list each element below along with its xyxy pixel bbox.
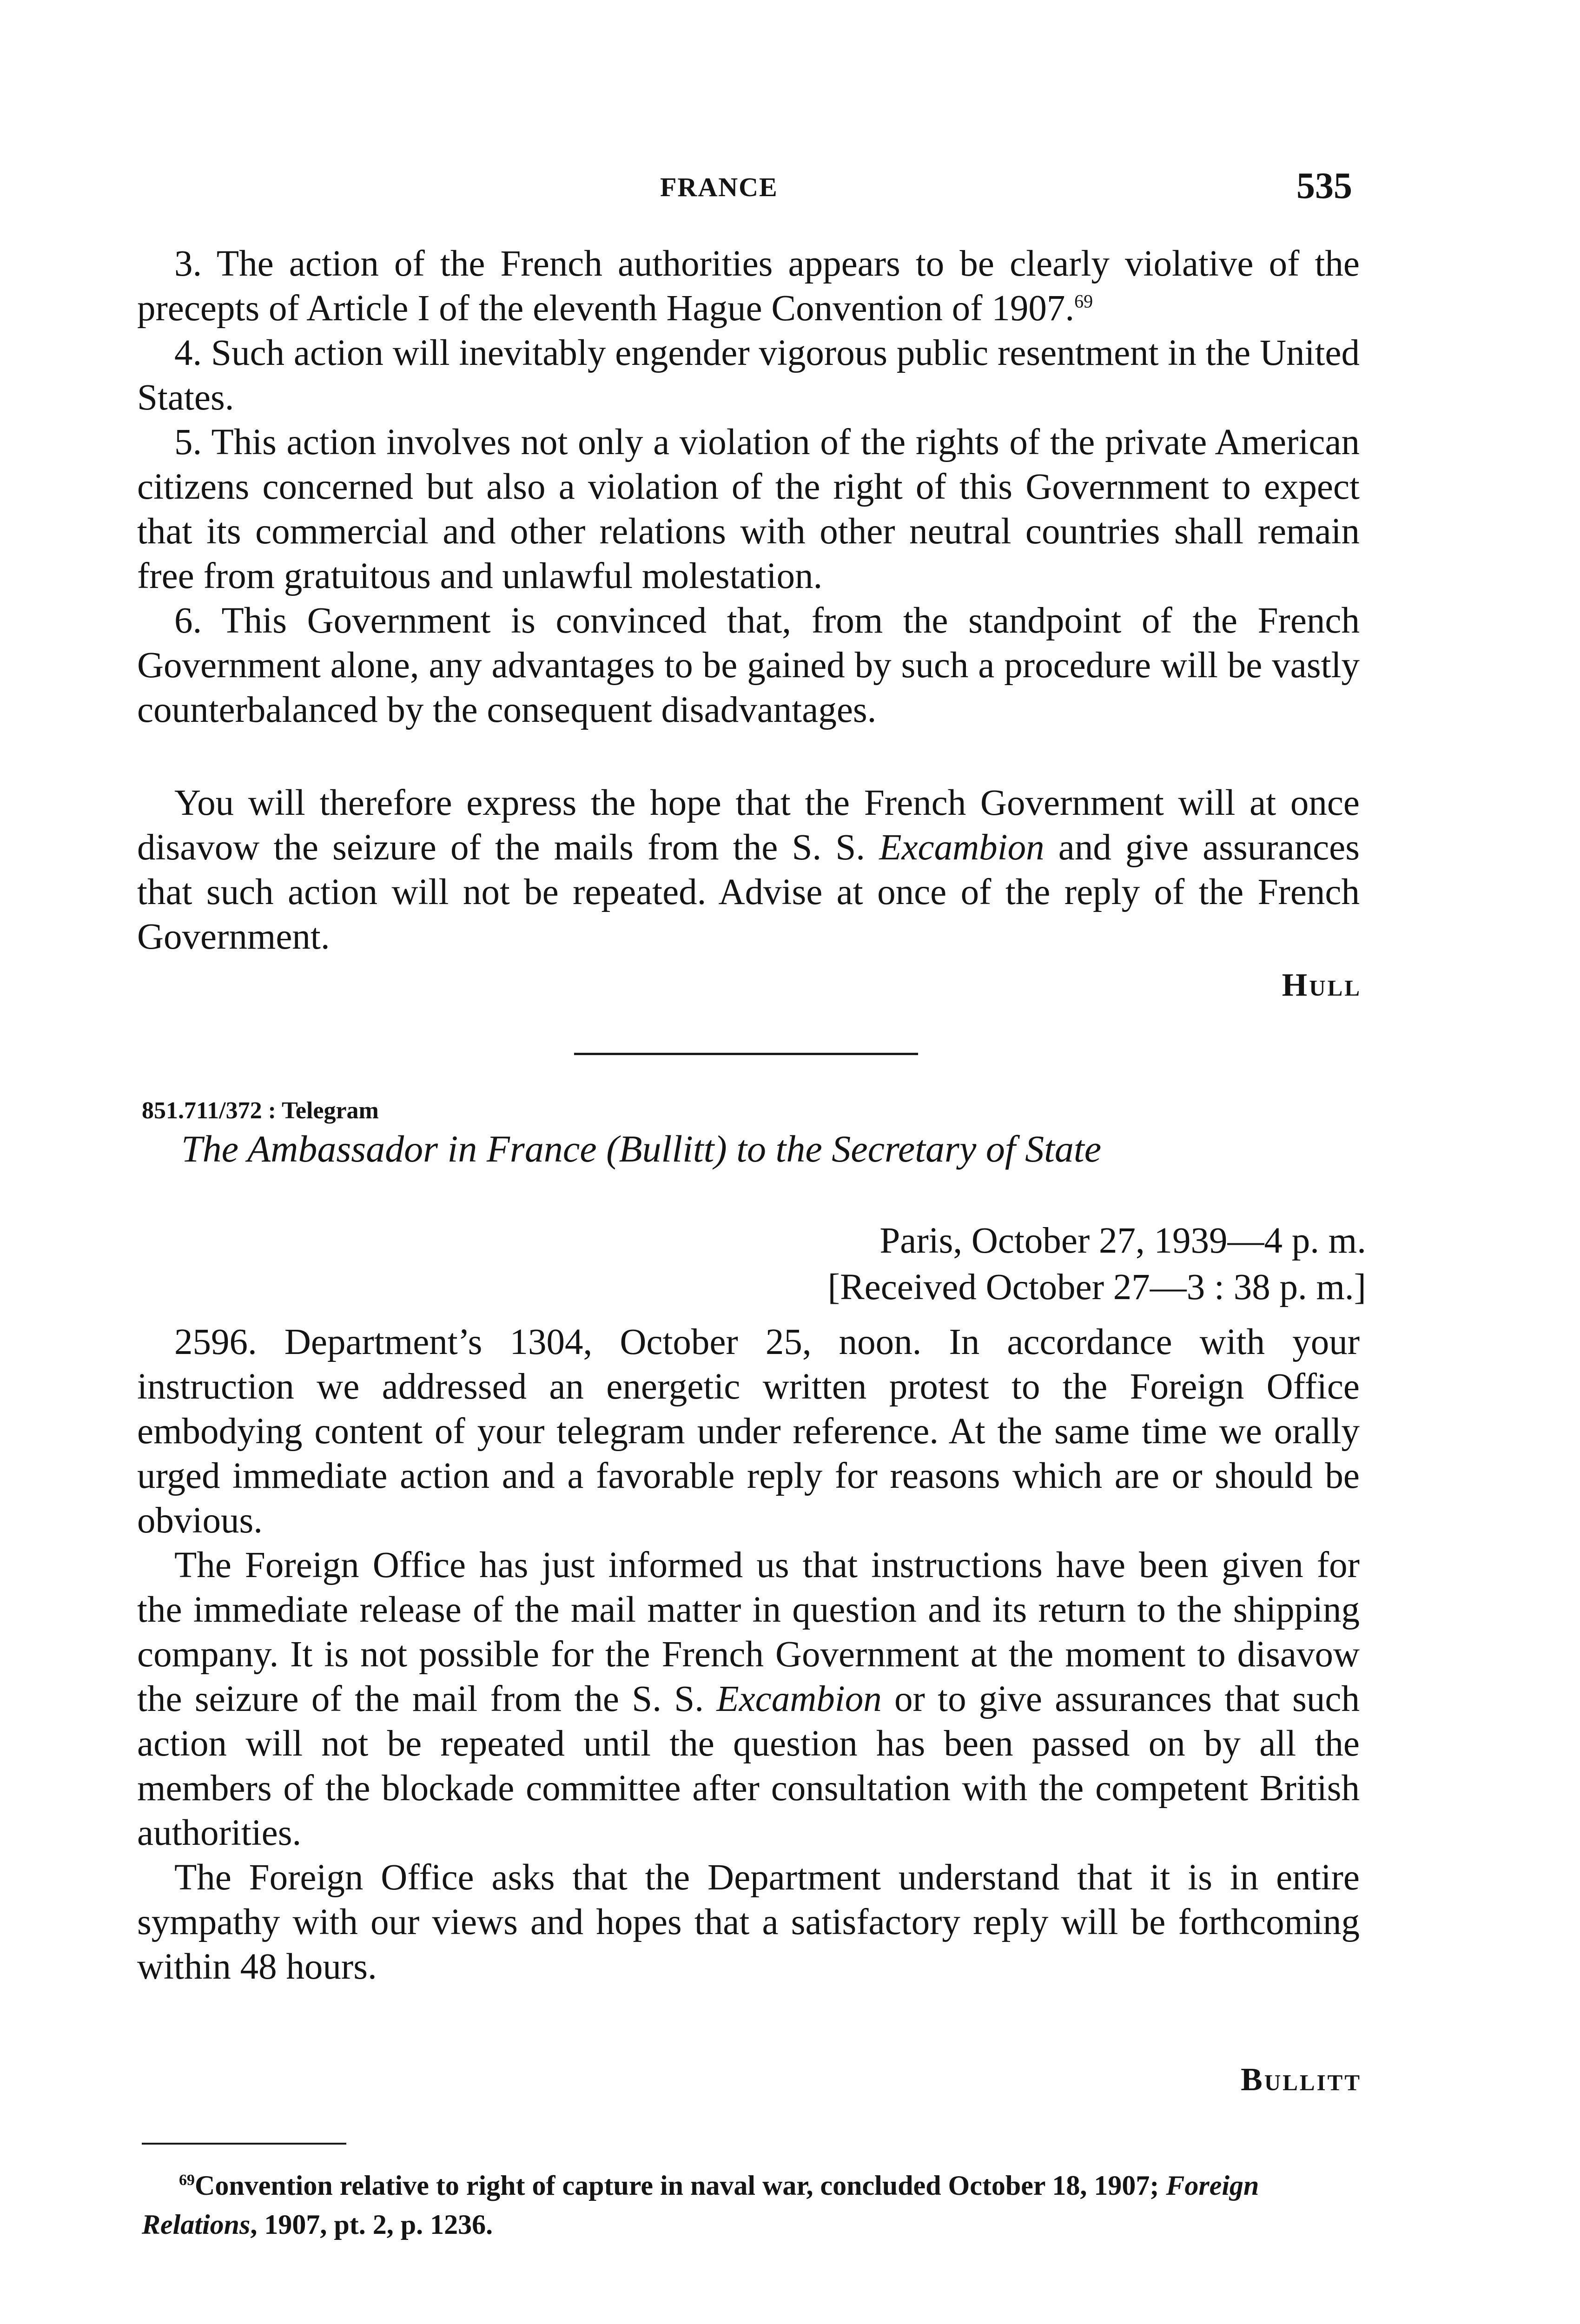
instruction-points xyxy=(137,242,1360,733)
running-head xyxy=(0,165,1580,207)
footnote xyxy=(142,2166,1364,2244)
point-3-text: 3. The action of the French authorities appears to be clearly violative of the precepts of Article I of the eleventh Hague Convention of 1907. xyxy=(137,244,1360,329)
heading-text-1: The Ambassador in France ( xyxy=(181,1128,619,1170)
footnote-marker: 69 xyxy=(179,2172,195,2189)
dateline: Paris, October 27, 1939—4 p. m. xyxy=(879,1221,1366,1261)
paragraph-2-text-2: or to give assurances that such action will not be repeated until the question has been passed on by all the members of the blockade committee after consultation with the competent British authorities. xyxy=(137,1679,1360,1853)
footnote-source: Foreign Relations xyxy=(142,2170,1259,2240)
instruction-closing xyxy=(137,781,1360,959)
telegram-paragraph-1: 2596. Department’s 1304, October 25, noon. In accordance with your instruction we addressed an energetic written protest to the Foreign Office embodying content of your telegram under reference. At the same time we orally urged immediate action and a favorable reply for reasons which are or should be obvious. xyxy=(137,1322,1360,1541)
signature-bullitt: Bullitt xyxy=(1241,2062,1362,2098)
telegram-paragraph-2 xyxy=(137,1543,1360,1855)
received-line: [Received October 27—3 : 38 p. m.] xyxy=(827,1267,1366,1307)
footnote-text: Convention relative to right of capture in naval war, concluded October 18, 1907; xyxy=(195,2170,1166,2201)
point-4: 4. Such action will inevitably engender vigorous public resentment in the United States. xyxy=(137,333,1360,418)
ship-name: Excambion xyxy=(716,1679,882,1719)
footnote-reference: 69 xyxy=(1074,290,1093,312)
point-5: 5. This action involves not only a violation of the rights of the private American citizens concerned but also a violation of the right of this Government to expect that its commercial and other relations with other neutral countries shall remain free from gratuitous and unlawful molestation. xyxy=(137,422,1360,596)
ship-name: Excambion xyxy=(879,827,1045,868)
point-3 xyxy=(137,242,1360,331)
page-number: 535 xyxy=(1296,165,1352,206)
sender-name: Bullitt xyxy=(619,1128,714,1170)
footnote-source-detail: , 1907, pt. 2, p. 1236. xyxy=(250,2209,493,2240)
closing-text-1: You will therefore express the hope that the French Government will at once disavow the seizure of the mails from the S. S. xyxy=(137,783,1360,868)
section-divider xyxy=(574,1053,918,1055)
heading-text-2: ) to the Secretary of State xyxy=(714,1128,1102,1170)
point-6: 6. This Government is convinced that, from the standpoint of the French Government alone, any advantages to be gained by such a procedure will be vastly counterbalanced by the consequent disadvantages. xyxy=(137,601,1360,730)
closing-paragraph xyxy=(137,781,1360,959)
document-heading xyxy=(181,1127,1101,1171)
telegram-paragraph-3: The Foreign Office asks that the Department understand that it is in entire sympathy with our views and hopes that a satisfactory reply will be forthcoming within 48 hours. xyxy=(137,1857,1360,1987)
closing-text-2: and give assurances that such action will not be repeated. Advise at once of the reply of the French Government. xyxy=(137,827,1360,957)
footnote-rule xyxy=(142,2143,346,2145)
footnote-69 xyxy=(142,2166,1364,2244)
file-reference: 851.711/372 : Telegram xyxy=(142,1097,379,1124)
running-title: FRANCE xyxy=(660,172,778,202)
signature-hull: Hull xyxy=(1282,967,1362,1003)
telegram-body xyxy=(137,1320,1360,1989)
paragraph-2-text-1: The Foreign Office has just informed us that instructions have been given for the immediate release of the mail matter in question and its return to the shipping company. It is not possible for the French Government at the moment to disavow the seizure of the mail from the S. S. xyxy=(137,1545,1360,1719)
